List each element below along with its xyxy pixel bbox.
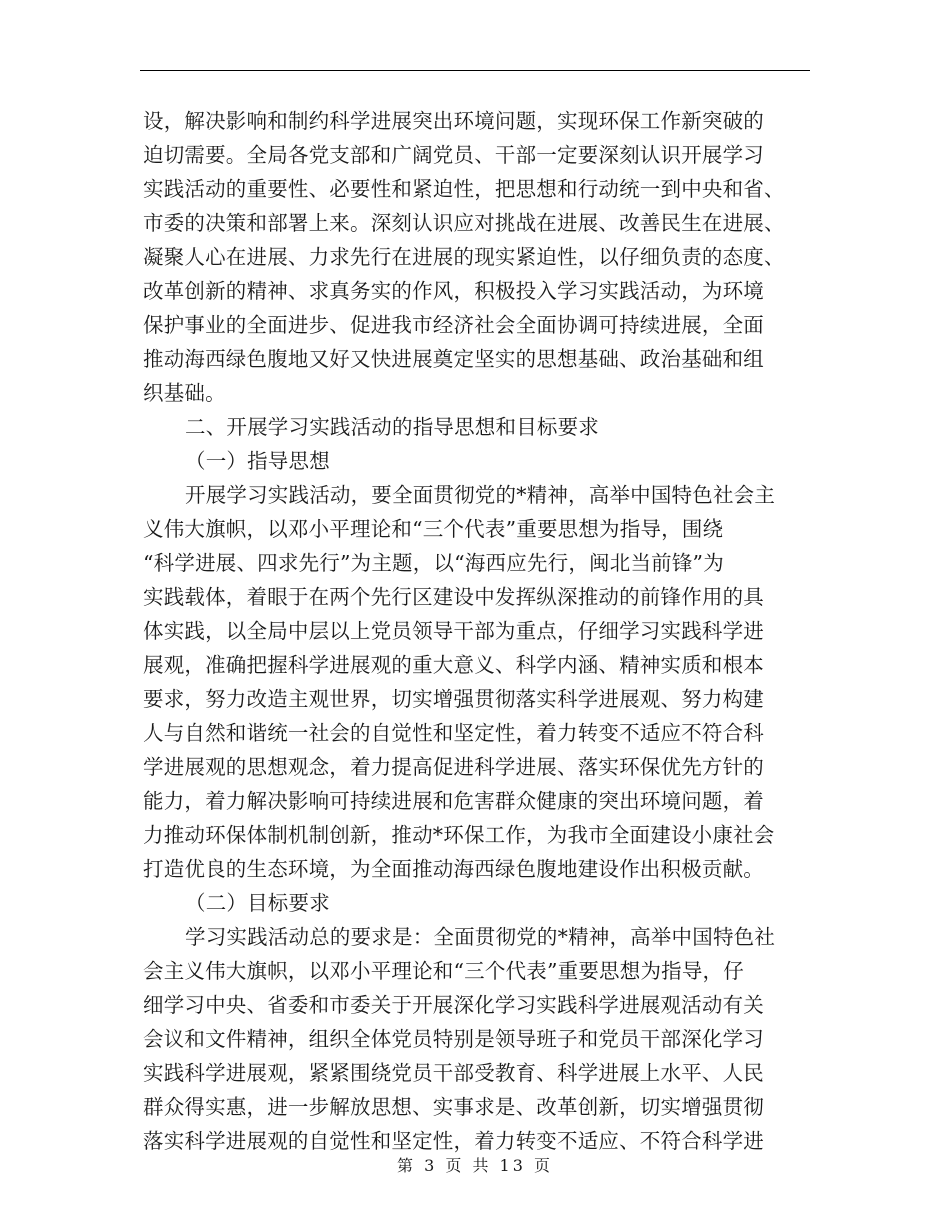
paragraph-line: 学习实践活动总的要求是：全面贯彻党的*精神，高举中国特色社 bbox=[185, 925, 776, 949]
paragraph-line: 市委的决策和部署上来。深刻认识应对挑战在进展、改善民生在进展、 bbox=[143, 211, 785, 235]
document-body bbox=[143, 104, 813, 1158]
paragraph-line: 学进展观的思想观念，着力提高促进科学进展、落实环保优先方针的 bbox=[143, 755, 764, 779]
paragraph-line: 义伟大旗帜，以邓小平理论和“三个代表”重要思想为指导，围绕 bbox=[143, 517, 724, 541]
paragraph-line: 群众得实惠，进一步解放思想、实事求是、改革创新，切实增强贯彻 bbox=[143, 1095, 764, 1119]
paragraph-line: 开展学习实践活动，要全面贯彻党的*精神，高举中国特色社会主 bbox=[185, 483, 776, 507]
paragraph-line: 会议和文件精神，组织全体党员特别是领导班子和党员干部深化学习 bbox=[143, 1027, 764, 1051]
header-rule bbox=[140, 70, 810, 71]
paragraph-line: 实践活动的重要性、必要性和紧迫性，把思想和行动统一到中央和省、 bbox=[143, 177, 785, 201]
section-heading: 二、开展学习实践活动的指导思想和目标要求 bbox=[185, 415, 599, 439]
paragraph-line: 实践载体，着眼于在两个先行区建设中发挥纵深推动的前锋作用的具 bbox=[143, 585, 764, 609]
paragraph-line: 会主义伟大旗帜，以邓小平理论和“三个代表”重要思想为指导，仔 bbox=[143, 959, 744, 983]
paragraph-line: 能力，着力解决影响可持续进展和危害群众健康的突出环境问题，着 bbox=[143, 789, 764, 813]
subsection-heading: （二）目标要求 bbox=[185, 891, 330, 915]
paragraph-line: 实践科学进展观，紧紧围绕党员干部受教育、科学进展上水平、人民 bbox=[143, 1061, 764, 1085]
paragraph-line: 要求，努力改造主观世界，切实增强贯彻落实科学进展观、努力构建 bbox=[143, 687, 764, 711]
paragraph-line: 织基础。 bbox=[143, 381, 226, 405]
paragraph-line: 设，解决影响和制约科学进展突出环境问题，实现环保工作新突破的 bbox=[143, 109, 764, 133]
paragraph-line: 体实践，以全局中层以上党员领导干部为重点，仔细学习实践科学进 bbox=[143, 619, 764, 643]
page-footer: 第 3 页 共 13 页 bbox=[397, 1156, 553, 1175]
paragraph-line: 打造优良的生态环境，为全面推动海西绿色腹地建设作出积极贡献。 bbox=[143, 857, 764, 881]
subsection-heading: （一）指导思想 bbox=[185, 449, 330, 473]
paragraph-line: 展观，准确把握科学进展观的重大意义、科学内涵、精神实质和根本 bbox=[143, 653, 764, 677]
paragraph-line: 推动海西绿色腹地又好又快进展奠定坚实的思想基础、政治基础和组 bbox=[143, 347, 764, 371]
paragraph-line: 人与自然和谐统一社会的自觉性和坚定性，着力转变不适应不符合科 bbox=[143, 721, 764, 745]
paragraph-line: 保护事业的全面进步、促进我市经济社会全面协调可持续进展，全面 bbox=[143, 313, 764, 337]
paragraph-line: 改革创新的精神、求真务实的作风，积极投入学习实践活动，为环境 bbox=[143, 279, 764, 303]
paragraph-line: 力推动环保体制机制创新，推动*环保工作，为我市全面建设小康社会 bbox=[143, 823, 775, 847]
paragraph-line: 凝聚人心在进展、力求先行在进展的现实紧迫性，以仔细负责的态度、 bbox=[143, 245, 785, 269]
paragraph-line: “科学进展、四求先行”为主题，以“海西应先行，闽北当前锋”为 bbox=[143, 551, 724, 575]
paragraph-line: 落实科学进展观的自觉性和坚定性，着力转变不适应、不符合科学进 bbox=[143, 1129, 764, 1153]
paragraph-line: 迫切需要。全局各党支部和广阔党员、干部一定要深刻认识开展学习 bbox=[143, 143, 764, 167]
paragraph-line: 细学习中央、省委和市委关于开展深化学习实践科学进展观活动有关 bbox=[143, 993, 764, 1017]
